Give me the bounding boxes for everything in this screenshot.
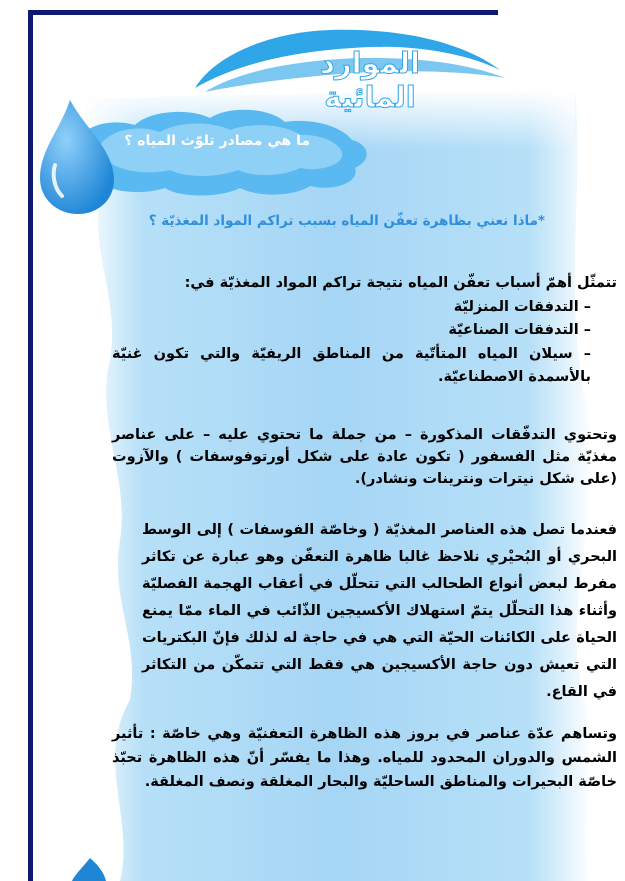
water-drop-icon-bottom — [72, 858, 106, 881]
page-title: الموارد المائية — [320, 46, 420, 114]
causes-intro: تتمثّل أهمّ أسباب تعفّن المياه نتيجة تراكم المواد المغذيّة في: — [184, 275, 617, 291]
question-label: ما هي مصادر تلوّث المياه ؟ — [124, 133, 310, 149]
sub-question: *ماذا نعني بظاهرة تعفّن المياه بسبب تراكم المواد المغذيّة ؟ — [148, 213, 545, 229]
list-item: – التدفقات المنزليّة — [453, 298, 591, 315]
paragraph-eutrophication: فعندما تصل هذه العناصر المغذيّة ( وخاصّة الفوسفات ) إلى الوسط البحري أو البُحيْري نلاحظ غالبا ظاهرة التعفّن وهو عبارة عن تكاثر مفرط لبعض أنواع الطحالب التي تتحلّل في أعقاب الهجمة الفصليّة وأثناء هذا التحلّل يتمّ استهلاك الأكسيجين الذّائب في الماء ممّا يمنع الحياة على الكائنات الحيّة التي هي في حاجة له لذلك فإنّ البكتريات التي تعيش دون حاجة الأكسيجين هي فقط التي تتمكّن من التكاثر في القاع. — [142, 522, 617, 700]
list-item: – التدفقات الصناعيّة — [448, 322, 591, 338]
list-item: – سيلان المياه المتأتّية من المناطق الريفيّة والتي تكون غنيّة بالأسمدة الاصطناعيّة. — [112, 345, 591, 385]
paragraph-nutrients: وتحتوي التدفّقات المذكورة – من جملة ما تحتوي عليه – على عناصر مغذيّة مثل الفسفور ( تكون عادة على شكل أورتوفوسفات ) والآزوت (على شكل نيترات ونترينات ونشادر). — [112, 427, 617, 487]
paragraph-causes — [112, 272, 617, 390]
paragraph-factors: وتساهم عدّة عناصر في بروز هذه الظاهرة التعفنيّة وهي خاصّة : تأثير الشمس والدوران المحدود للمياه. وهذا ما يفسّر أنّ هذه الظاهرة تحبّذ خاصّة البحيرات والمناطق الساحليّة والبحار المغلقة ونصف المغلقة. — [112, 726, 617, 790]
